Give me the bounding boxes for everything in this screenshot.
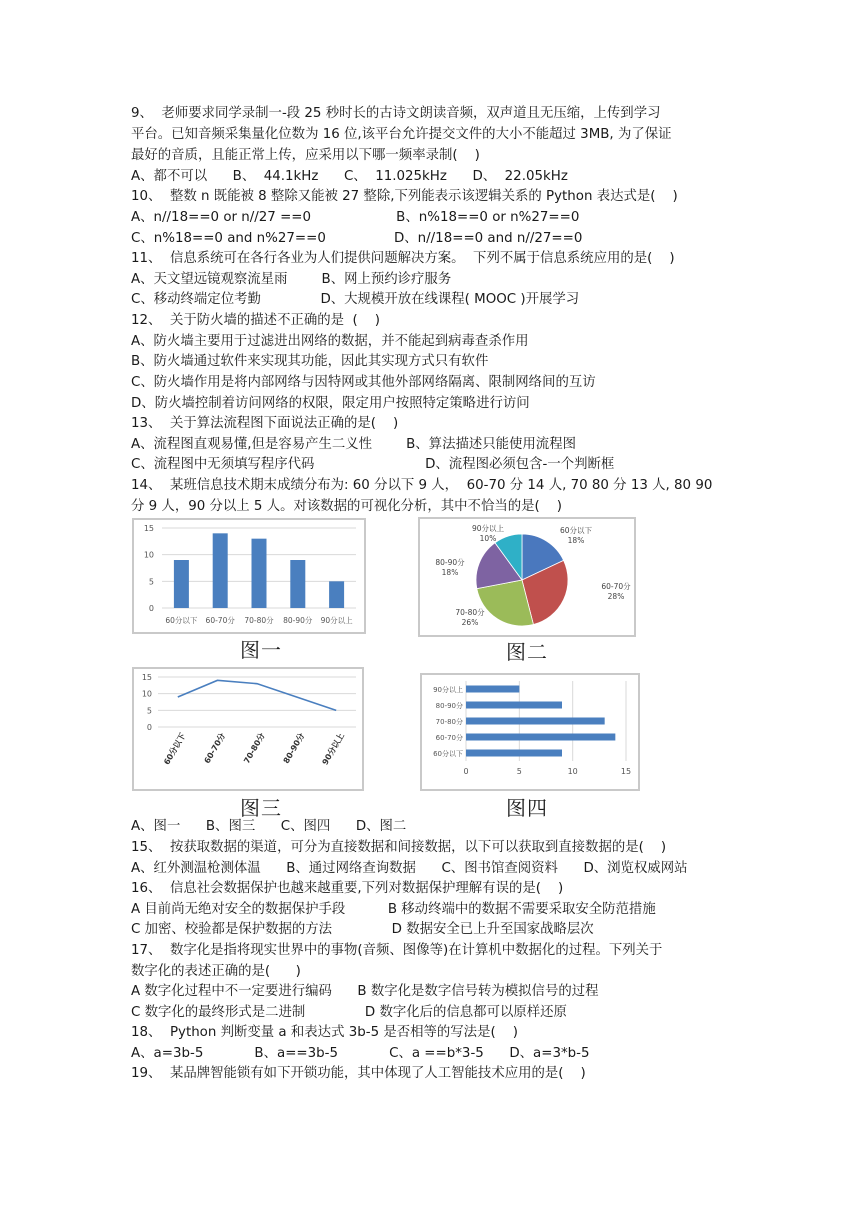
pie-percent-label: 10% xyxy=(479,534,497,543)
q11-stem: 11、 信息系统可在各行各业为人们提供问题解决方案。 下列不属于信息系统应用的是( ) xyxy=(131,251,675,266)
y-tick-label: 10 xyxy=(143,550,154,560)
bar xyxy=(329,581,344,608)
figure-4-caption: 图四 xyxy=(506,796,548,820)
q11-options-ab: A、天文望远镜观察流星雨 B、网上预约诊疗服务 xyxy=(131,272,452,287)
q14-line-1: 14、 某班信息技术期末成绩分布为: 60 分以下 9 人， 60-70 分 14 人, 70 80 分 13 人, 80 90 xyxy=(131,478,713,493)
figure-2-pie-chart xyxy=(420,519,634,635)
bar xyxy=(466,702,562,709)
q16-options-cd: C 加密、校验都是保护数据的方法 D 数据安全已上升至国家战略层次 xyxy=(131,922,594,937)
pie-label: 90分以上 xyxy=(471,524,505,533)
y-tick-label: 0 xyxy=(146,723,152,732)
q10-stem: 10、 整数 n 既能被 8 整除又能被 27 整除,下列能表示该逻辑关系的 Python 表达式是( ) xyxy=(131,189,678,204)
q9-line-3: 最好的音质，且能正常上传，应采用以下哪一频率录制( ) xyxy=(131,148,480,163)
q16-stem: 16、 信息社会数据保护也越来越重要,下列对数据保护理解有误的是( ) xyxy=(131,881,564,896)
q12-option-d: D、防火墙控制着访问网络的权限，限定用户按照特定策略进行访问 xyxy=(131,396,530,411)
q19-stem: 19、 某品牌智能锁有如下开锁功能，其中体现了人工智能技术应用的是( ) xyxy=(131,1066,586,1081)
bar xyxy=(466,686,519,693)
bar xyxy=(466,750,562,757)
figure-3-caption: 图三 xyxy=(240,796,282,820)
q9-line-2: 平台。已知音频采集量化位数为 16 位,该平台允许提交文件的大小不能超过 3MB, 为了保证 xyxy=(131,127,672,142)
q10-options-ab: A、n//18==0 or n//27 ==0 B、n%18==0 or n%27==0 xyxy=(131,210,580,225)
figure-3-line-chart xyxy=(134,669,362,789)
y-tick-label: 60分以下 xyxy=(433,750,463,758)
x-tick-label: 90分以上 xyxy=(320,616,353,625)
q17-line-1: 17、 数字化是指将现实世界中的事物(音频、图像等)在计算机中数据化的过程。下列关于 xyxy=(131,943,663,958)
x-tick-label: 60-70分 xyxy=(202,731,228,766)
bar xyxy=(174,560,189,608)
x-tick-label: 70-80分 xyxy=(244,616,274,625)
y-tick-label: 0 xyxy=(148,604,154,613)
q16-options-ab: A 目前尚无绝对安全的数据保护手段 B 移动终端中的数据不需要采取安全防范措施 xyxy=(131,902,656,917)
q13-stem: 13、 关于算法流程图下面说法正确的是( ) xyxy=(131,416,399,431)
x-tick-label: 80-90分 xyxy=(283,616,313,625)
pie-percent-label: 28% xyxy=(607,592,625,601)
q13-options-ab: A、流程图直观易懂,但是容易产生二义性 B、算法描述只能使用流程图 xyxy=(131,437,576,452)
y-tick-label: 15 xyxy=(141,673,152,682)
q12-option-a: A、防火墙主要用于过滤进出网络的数据，并不能起到病毒查杀作用 xyxy=(131,334,529,349)
pie-label: 80-90分 xyxy=(435,558,465,567)
q13-options-cd: C、流程图中无须填写程序代码 D、流程图必须包含-一个判断框 xyxy=(131,457,615,472)
x-tick-label: 80-90分 xyxy=(281,731,307,766)
q12-stem: 12、 关于防火墙的描述不正确的是 ( ) xyxy=(131,313,381,328)
x-tick-label: 10 xyxy=(567,767,578,776)
y-tick-label: 15 xyxy=(143,524,154,533)
x-tick-label: 15 xyxy=(620,767,632,776)
pie-label: 70-80分 xyxy=(455,608,485,617)
x-tick-label: 60-70分 xyxy=(205,616,235,625)
bar xyxy=(466,734,615,741)
figure-4-hbar-chart xyxy=(422,675,638,789)
pie-percent-label: 18% xyxy=(441,568,459,577)
q17-options-cd: C 数字化的最终形式是二进制 D 数字化后的信息都可以原样还原 xyxy=(131,1005,567,1020)
x-tick-label: 60分以下 xyxy=(162,731,188,767)
q15-options: A、红外测温枪测体温 B、通过网络查询数据 C、图书馆查阅资料 D、浏览权威网站 xyxy=(131,861,688,876)
y-tick-label: 5 xyxy=(148,577,154,587)
q14-options: A、图一 B、图三 C、图四 D、图二 xyxy=(131,819,407,834)
figure-3-frame xyxy=(132,667,364,791)
bar xyxy=(466,718,605,725)
q10-options-cd: C、n%18==0 and n%27==0 D、n//18==0 and n//27==0 xyxy=(131,231,583,246)
x-tick-label: 70-80分 xyxy=(242,731,267,766)
bar xyxy=(252,539,267,608)
x-tick-label: 5 xyxy=(516,767,522,776)
q14-line-2: 分 9 人，90 分以上 5 人。对该数据的可视化分析，其中不恰当的是( ) xyxy=(131,499,562,514)
y-tick-label: 80-90分 xyxy=(435,702,463,710)
figure-2-frame xyxy=(418,517,636,637)
q12-option-b: B、防火墙通过软件来实现其功能，因此其实现方式只有软件 xyxy=(131,354,489,369)
series-line xyxy=(178,680,336,710)
y-tick-label: 70-80分 xyxy=(435,718,463,726)
y-tick-label: 90分以上 xyxy=(433,686,463,694)
pie-label: 60-70分 xyxy=(601,582,631,591)
pie-label: 60分以下 xyxy=(559,526,593,535)
q12-option-c: C、防火墙作用是将内部网络与因特网或其他外部网络隔离、限制网络间的互访 xyxy=(131,375,596,390)
y-tick-label: 60-70分 xyxy=(435,734,463,742)
q9-line-1: 9、 老师要求同学录制一-段 25 秒时长的古诗文朗读音频，双声道且无压缩，上传到学习 xyxy=(131,106,661,121)
x-tick-label: 0 xyxy=(463,767,469,776)
pie-percent-label: 26% xyxy=(461,618,479,627)
q18-stem: 18、 Python 判断变量 a 和表达式 3b-5 是否相等的写法是( ) xyxy=(131,1025,518,1040)
q11-options-cd: C、移动终端定位考勤 D、大规模开放在线课程( MOOC )开展学习 xyxy=(131,292,580,307)
figure-1-frame xyxy=(132,518,366,634)
y-tick-label: 10 xyxy=(141,689,152,699)
q15-stem: 15、 按获取数据的渠道，可分为直接数据和间接数据，以下可以获取到直接数据的是( ) xyxy=(131,840,667,855)
q18-options: A、a=3b-5 B、a==3b-5 C、a ==b*3-5 D、a=3*b-5 xyxy=(131,1046,590,1061)
pie-percent-label: 18% xyxy=(567,536,585,545)
bar xyxy=(213,533,228,608)
x-tick-label: 60分以下 xyxy=(165,616,198,625)
q17-line-2: 数字化的表述正确的是( ) xyxy=(131,964,301,979)
figure-2-caption: 图二 xyxy=(506,640,548,664)
x-tick-label: 90分以上 xyxy=(320,731,346,767)
bar xyxy=(290,560,305,608)
y-tick-label: 5 xyxy=(146,706,152,716)
figure-4-frame xyxy=(420,673,640,791)
figure-1-bar-chart xyxy=(134,520,364,632)
q9-options: A、都不可以 B、 44.1kHz C、 11.025kHz D、 22.05kHz xyxy=(131,169,568,184)
figure-1-caption: 图一 xyxy=(240,638,282,662)
q17-options-ab: A 数字化过程中不一定要进行编码 B 数字化是数字信号转为模拟信号的过程 xyxy=(131,984,599,999)
